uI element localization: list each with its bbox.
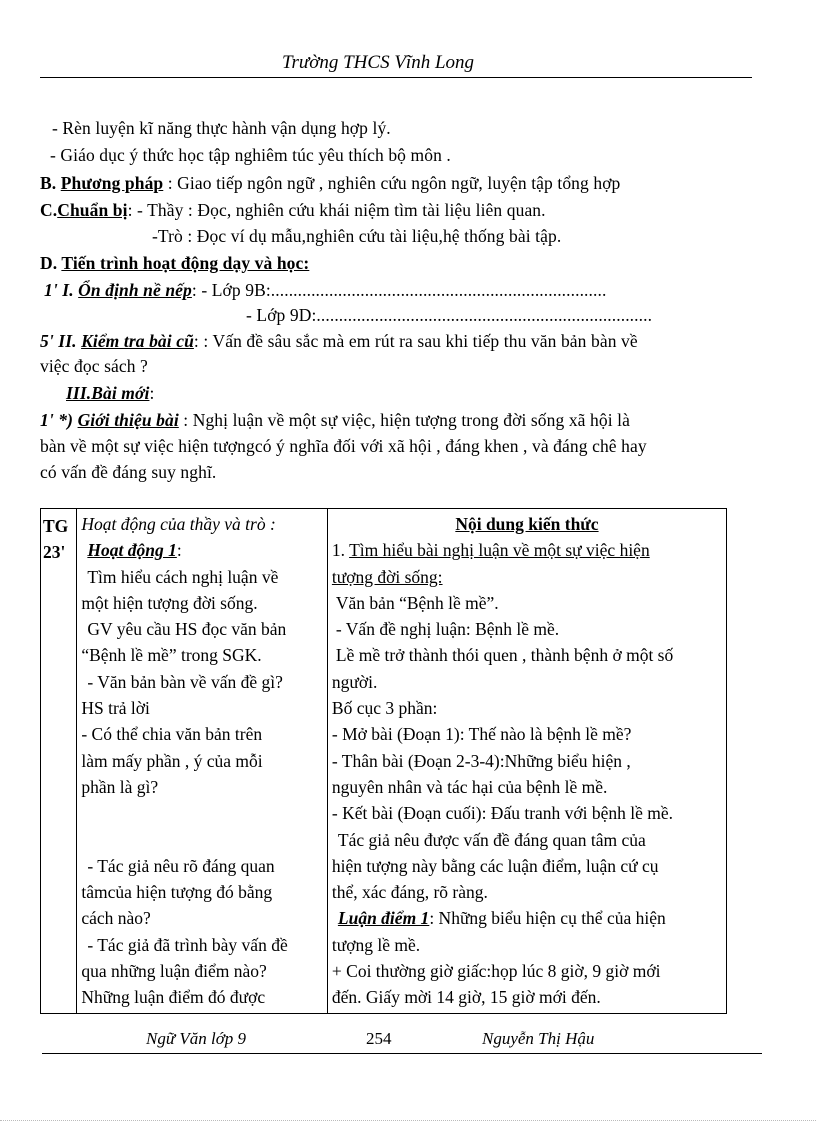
activity-spacer — [81, 800, 323, 826]
content-line: Bố cục 3 phần: — [331, 698, 438, 719]
preparation-student: -Trò : Đọc ví dụ mẫu,nghiên cứu tài liệu,hệ thống bài tập. — [152, 226, 562, 246]
content-line: hiện tượng này bằng các luận điểm, luận cứ cụ — [331, 855, 659, 876]
header-rule — [40, 77, 752, 78]
activity-line: - Văn bản bàn về vấn đề gì? — [87, 671, 283, 692]
content-line: Tác giả nêu được vấn đề đáng quan tâm của — [337, 829, 646, 850]
activity-header: Hoạt động của thầy và trò : — [81, 514, 276, 534]
activity-line: HS trả lời — [81, 698, 150, 719]
argument-1-text: : Những biểu hiện cụ thể của hiện — [429, 908, 666, 929]
content-line: đến. Giấy mời 14 giờ, 15 giờ mới đến. — [331, 987, 601, 1008]
lesson-table — [40, 508, 727, 1014]
activity-line: tâmcủa hiện tượng đó bằng — [81, 882, 273, 903]
review-text-cont: việc đọc sách ? — [40, 356, 148, 376]
method-text: : Giao tiếp ngôn ngữ , nghiên cứu ngôn ngữ, luyện tập tổng hợp — [163, 173, 621, 193]
activity-line: một hiện tượng đời sống. — [81, 592, 258, 613]
footer-rule — [42, 1053, 762, 1054]
content-title: 1. Tìm hiểu bài nghị luận về một sự việc hiện — [331, 540, 650, 561]
activity-line: qua những luận điểm nào? — [81, 961, 267, 982]
new-lesson-line: III.Bài mới: — [66, 383, 155, 403]
method-line — [40, 173, 620, 194]
objective-line-1: - Rèn luyện kĩ năng thực hành vận dụng hợp lý. — [52, 118, 391, 138]
activity-line: - Tác giả đã trình bày vấn đề — [87, 934, 288, 955]
preparation-line — [40, 200, 546, 221]
content-line: - Thân bài (Đoạn 2-3-4):Những biểu hiện , — [331, 750, 631, 771]
activity-spacer — [81, 827, 323, 853]
content-line: - Kết bài (Đoạn cuối): Đấu tranh với bệnh lề mề. — [331, 803, 674, 824]
stabilize-label: I. Ổn định nề nếp — [62, 280, 192, 300]
content-line: + Coi thường giờ giấc:họp lúc 8 giờ, 9 giờ mới — [331, 961, 661, 982]
content-title-cont: tượng đời sống: — [331, 566, 443, 587]
intro-text-line-3: có vấn đề đáng suy nghĩ. — [40, 462, 217, 482]
review-text: : : Vấn đề sâu sắc mà em rút ra sau khi tiếp thu văn bản bàn về — [193, 331, 638, 351]
intro-text: : Nghị luận về một sự việc, hiện tượng trong đời sống xã hội là — [178, 410, 630, 430]
page-bottom-border — [0, 1120, 816, 1121]
stabilize-class-9b: : - Lớp 9B:........................................................................... — [191, 280, 607, 300]
argument-1-label: Luận điểm 1 — [337, 908, 430, 929]
new-lesson-label: III.Bài mới — [66, 383, 150, 403]
activity-line: Những luận điểm đó được — [81, 987, 266, 1008]
content-line: Lề mề trở thành thói quen , thành bệnh ở một số — [335, 645, 674, 666]
footer-author: Nguyễn Thị Hậu — [482, 1029, 595, 1048]
activity-line: Tìm hiểu cách nghị luận về — [87, 566, 279, 587]
activity-line: cách nào? — [81, 908, 151, 929]
process-heading: D. Tiến trình hoạt động dạy và học: — [40, 253, 310, 273]
footer-page-number: 254 — [366, 1029, 392, 1048]
intro-text-line-2: bàn về một sự việc hiện tượngcó ý nghĩa đối với xã hội , đáng khen , và đáng chê hay — [40, 436, 647, 456]
page-header-school: Trường THCS Vĩnh Long — [281, 52, 475, 73]
review-label: II. Kiểm tra bài cũ — [58, 331, 194, 351]
activity-line: “Bệnh lề mề” trong SGK. — [81, 645, 262, 666]
stabilize-class-9d: - Lớp 9D:........................................................................... — [246, 305, 653, 325]
activity-line: - Có thể chia văn bản trên — [81, 724, 263, 745]
time-header: TG — [43, 516, 69, 536]
content-line: nguyên nhân và tác hại của bệnh lề mề. — [331, 776, 608, 797]
argument-1-row — [332, 905, 722, 931]
activity-line: phần là gì? — [81, 776, 159, 797]
objective-line-2: - Giáo dục ý thức học tập nghiêm túc yêu thích bộ môn . — [50, 145, 451, 165]
intro-time: 1' — [40, 410, 54, 430]
preparation-label-prefix: C. — [40, 200, 58, 220]
intro-label: *) Giới thiệu bài — [58, 410, 179, 430]
preparation-label: Chuẩn bị — [57, 200, 128, 220]
activity-line: GV yêu cầu HS đọc văn bản — [87, 619, 287, 640]
preparation-text: : - Thầy : Đọc, nghiên cứu khái niệm tìm tài liệu liên quan. — [127, 200, 546, 220]
argument-1-text-cont: tượng lề mề. — [331, 934, 421, 955]
method-label: B. Phương pháp — [40, 173, 164, 193]
activity-label-row: Hoạt động 1: — [87, 540, 182, 561]
content-line: người. — [331, 671, 378, 692]
content-line: - Vấn đề nghị luận: Bệnh lề mề. — [335, 619, 560, 640]
content-line: Văn bản “Bệnh lề mề”. — [335, 592, 499, 613]
stabilize-time: 1' — [44, 280, 58, 300]
activity-label: Hoạt động 1 — [87, 540, 177, 561]
content-header: Nội dung kiến thức — [455, 514, 599, 534]
footer-subject: Ngữ Văn lớp 9 — [146, 1029, 247, 1048]
intro-line — [40, 410, 630, 431]
activity-line: làm mấy phần , ý của mỗi — [81, 750, 263, 771]
content-line: thể, xác đáng, rõ ràng. — [331, 882, 488, 903]
stabilize-line — [44, 280, 606, 301]
review-time: 5' — [40, 331, 54, 351]
activity-line: - Tác giả nêu rõ đáng quan — [87, 855, 275, 876]
content-column — [327, 509, 726, 1014]
content-line: - Mở bài (Đoạn 1): Thế nào là bệnh lề mề? — [331, 724, 632, 745]
review-line — [40, 331, 638, 352]
activity-column — [77, 509, 328, 1014]
time-value: 23' — [43, 542, 66, 563]
time-column — [41, 509, 77, 1014]
